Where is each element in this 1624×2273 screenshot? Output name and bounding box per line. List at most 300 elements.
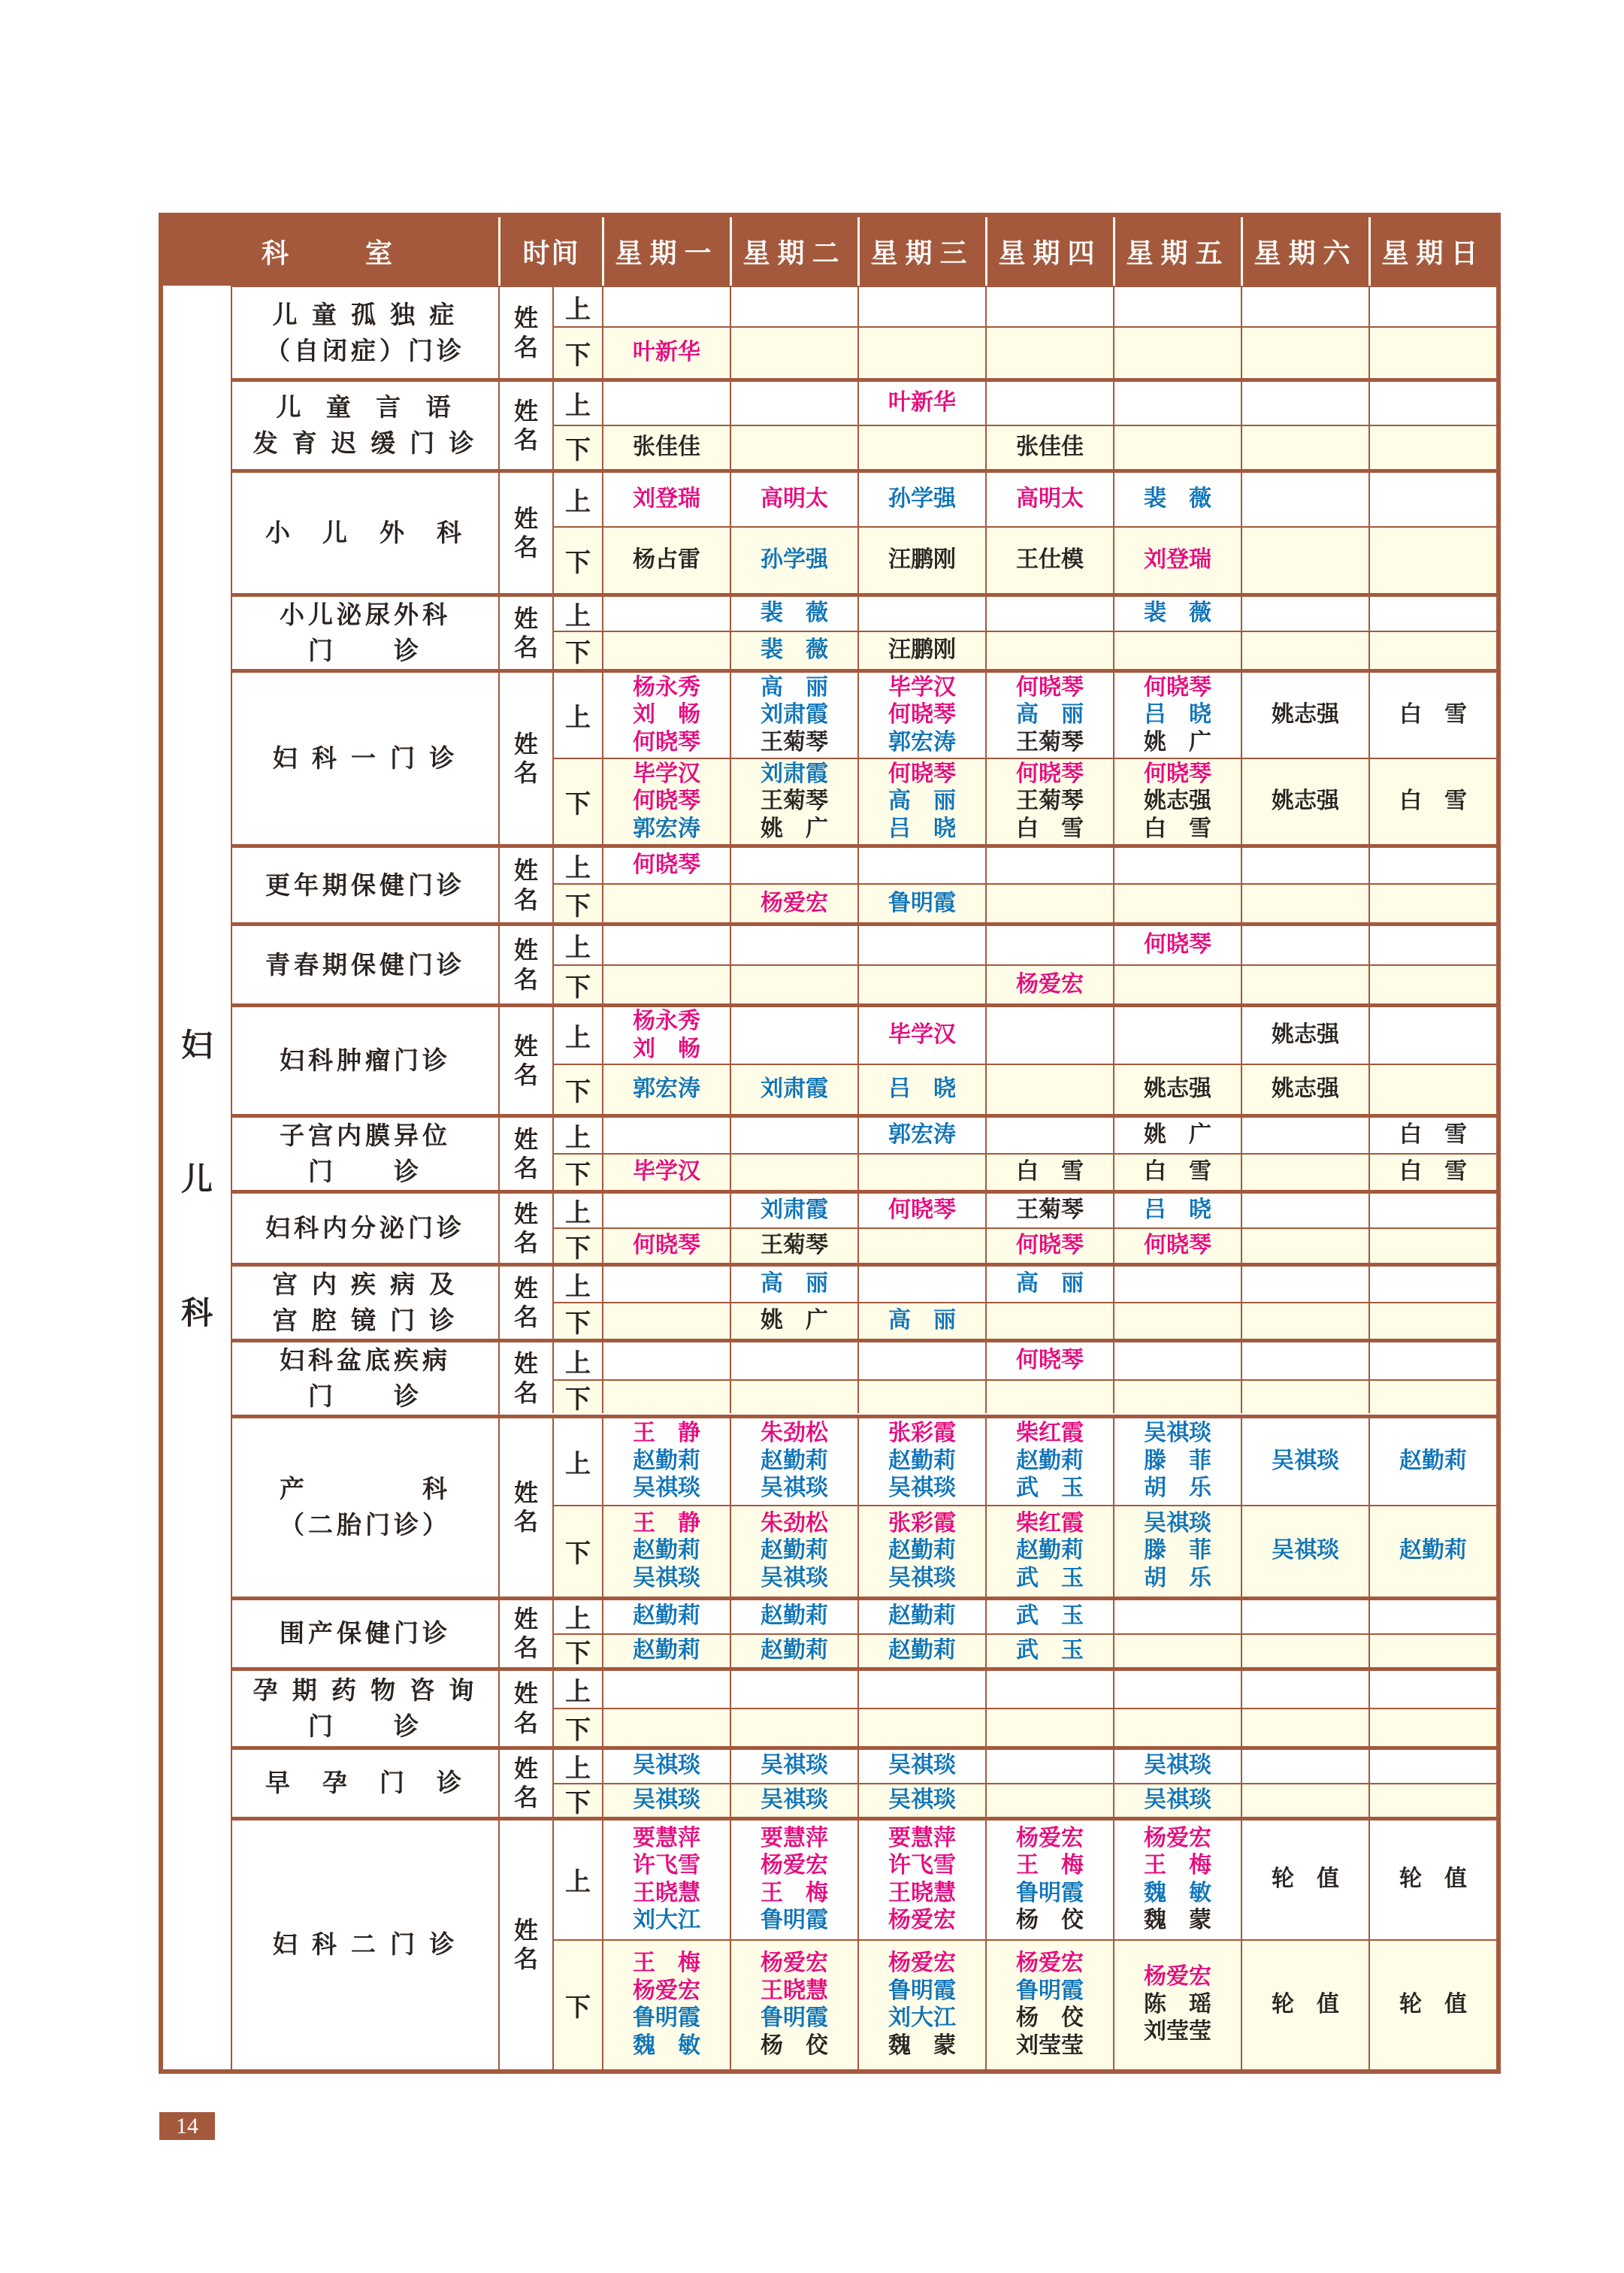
doctor-name: 武 玉 <box>1016 1475 1084 1501</box>
doctor-name: 白 雪 <box>1144 1159 1211 1185</box>
doctor-name: 王仕模 <box>1016 547 1084 573</box>
schedule-cell-am-day6 <box>1241 1007 1368 1064</box>
schedule-cell-pm-day6 <box>1241 1303 1368 1339</box>
schedule-cell-am-day4 <box>985 1342 1113 1379</box>
schedule-cell-pm-day7 <box>1368 1784 1496 1817</box>
doctor-name: 毕学汉 <box>633 761 700 786</box>
afternoon-row <box>552 1633 1496 1667</box>
schedule-cell-pm-day2 <box>730 1155 857 1190</box>
schedule-cell-am-day5 <box>1113 1007 1241 1064</box>
clinic-row <box>232 286 1496 378</box>
schedule-cell-pm-day4 <box>985 1635 1113 1667</box>
header-day-7: 星期日 <box>1368 217 1496 286</box>
doctor-name: 叶新华 <box>633 340 700 365</box>
doctor-name: 何晓琴 <box>888 761 956 786</box>
doctor-name: 王 梅 <box>1016 1853 1084 1878</box>
schedule-cell-pm-day6 <box>1241 1709 1368 1746</box>
doctor-name: 杨爱宏 <box>1016 971 1084 997</box>
doctor-name: 刘大江 <box>888 2005 956 2031</box>
schedule-cell-pm-day2 <box>730 1065 857 1114</box>
schedule-cell-pm-day5 <box>1113 1229 1241 1263</box>
clinic-name-line: 妇 科 二 门 诊 <box>272 1930 458 1959</box>
doctor-name: 赵勤莉 <box>888 1603 956 1629</box>
clinic-name <box>232 1118 498 1190</box>
schedule-cell-pm-day6 <box>1241 966 1368 1003</box>
table-header-row <box>163 217 1496 286</box>
schedule-cell-pm-day4 <box>985 632 1113 669</box>
schedule-cell-pm-day7 <box>1368 426 1496 469</box>
morning-label: 上 <box>552 1821 602 1939</box>
schedule-cell-am-day2 <box>730 473 857 526</box>
doctor-name: 滕 菲 <box>1144 1538 1211 1563</box>
schedule-cell-am-day6 <box>1241 1821 1368 1939</box>
schedule-cell-am-day5 <box>1113 1600 1241 1633</box>
doctor-name: 赵勤莉 <box>761 1538 828 1563</box>
schedule-cell-am-day3 <box>857 1418 985 1505</box>
doctor-name: 刘莹莹 <box>1016 2032 1084 2058</box>
doctor-name: 姚 广 <box>1144 1122 1211 1148</box>
doctor-name: 杨 佼 <box>761 2032 828 2058</box>
morning-label: 上 <box>552 1342 602 1379</box>
schedule-cell-am-day4 <box>985 1194 1113 1227</box>
schedule-cell-am-day5 <box>1113 1671 1241 1708</box>
schedule-cell-am-day7 <box>1368 1671 1496 1708</box>
name-label-char: 名 <box>513 965 538 993</box>
schedule-cell-am-day2 <box>730 287 857 326</box>
doctor-name: 柴红霞 <box>1016 1510 1084 1536</box>
schedule-cell-pm-day1 <box>602 1941 730 2069</box>
doctor-name: 白 雪 <box>1399 1159 1467 1185</box>
schedule-cell-pm-day4 <box>985 1784 1113 1817</box>
doctor-name: 孙学强 <box>761 547 828 573</box>
morning-row <box>552 1821 1496 1939</box>
afternoon-label: 下 <box>552 966 602 1003</box>
name-label-char: 姓 <box>513 1032 538 1060</box>
doctor-name: 郭宏涛 <box>888 1122 956 1148</box>
name-label-char: 名 <box>513 759 538 786</box>
doctor-name: 白 雪 <box>1016 1159 1084 1185</box>
morning-row <box>552 1007 1496 1064</box>
doctor-name: 王菊琴 <box>761 788 828 814</box>
doctor-name: 魏 敏 <box>1144 1880 1211 1905</box>
schedule-cell-pm-day1 <box>602 1065 730 1114</box>
schedule-cell-am-day2 <box>730 926 857 964</box>
schedule-cell-pm-day7 <box>1368 1303 1496 1339</box>
name-label <box>498 473 552 593</box>
name-label-char: 姓 <box>513 1350 538 1378</box>
schedule-cell-am-day6 <box>1241 673 1368 758</box>
schedule-cell-am-day3 <box>857 1007 985 1064</box>
schedule-cell-am-day4 <box>985 926 1113 964</box>
doctor-name: 刘肃霞 <box>761 702 828 728</box>
name-label <box>498 848 552 922</box>
clinic-row <box>232 1114 1496 1190</box>
schedule-cell-pm-day7 <box>1368 328 1496 378</box>
doctor-name: 裴 薇 <box>761 637 828 663</box>
schedule-cell-pm-day3 <box>857 966 985 1003</box>
doctor-name: 鲁明霞 <box>761 2005 828 2031</box>
schedule-cell-am-day1 <box>602 1750 730 1783</box>
afternoon-label: 下 <box>552 1065 602 1114</box>
doctor-name: 杨爱宏 <box>1144 1825 1211 1851</box>
schedule-cell-am-day3 <box>857 382 985 425</box>
schedule-cell-am-day5 <box>1113 1267 1241 1302</box>
doctor-name: 吴祺琰 <box>888 1753 956 1778</box>
schedule-cell-am-day6 <box>1241 926 1368 964</box>
shift-halves <box>552 1342 1496 1415</box>
doctor-name: 吕 晓 <box>1144 702 1211 728</box>
doctor-name: 杨爱宏 <box>888 1951 956 1975</box>
afternoon-label: 下 <box>552 328 602 378</box>
schedule-cell-am-day2 <box>730 597 857 631</box>
schedule-cell-pm-day3 <box>857 1229 985 1263</box>
doctor-name: 杨 佼 <box>1016 1908 1084 1933</box>
schedule-cell-pm-day2 <box>730 759 857 844</box>
schedule-cell-am-day3 <box>857 848 985 883</box>
clinic-name-line: 妇科盆底疾病 <box>280 1346 451 1374</box>
clinic-row <box>232 1190 1496 1263</box>
schedule-cell-am-day5 <box>1113 1750 1241 1783</box>
doctor-name: 何晓琴 <box>633 1233 700 1258</box>
schedule-cell-am-day6 <box>1241 848 1368 883</box>
afternoon-label: 下 <box>552 426 602 469</box>
schedule-cell-pm-day1 <box>602 966 730 1003</box>
schedule-cell-pm-day6 <box>1241 1784 1368 1817</box>
schedule-cell-am-day7 <box>1368 1418 1496 1505</box>
doctor-name: 轮 值 <box>1399 1991 1467 2017</box>
schedule-cell-pm-day7 <box>1368 1229 1496 1263</box>
header-day-3: 星期三 <box>857 217 985 286</box>
clinic-row <box>232 669 1496 844</box>
schedule-cell-pm-day1 <box>602 328 730 378</box>
schedule-cell-am-day1 <box>602 1342 730 1379</box>
schedule-cell-pm-day3 <box>857 1709 985 1746</box>
schedule-cell-pm-day3 <box>857 1065 985 1114</box>
doctor-name: 赵勤莉 <box>888 1448 956 1473</box>
schedule-cell-am-day4 <box>985 597 1113 631</box>
schedule-cell-pm-day4 <box>985 1065 1113 1114</box>
doctor-name: 轮 值 <box>1272 1866 1339 1892</box>
afternoon-row <box>552 1379 1496 1413</box>
schedule-cell-pm-day1 <box>602 1635 730 1667</box>
clinic-row <box>232 922 1496 1003</box>
schedule-cell-pm-day7 <box>1368 632 1496 669</box>
schedule-cell-am-day1 <box>602 926 730 964</box>
schedule-cell-am-day5 <box>1113 673 1241 758</box>
clinic-name <box>232 1600 498 1667</box>
schedule-cell-am-day6 <box>1241 1118 1368 1153</box>
schedule-cell-pm-day6 <box>1241 328 1368 378</box>
doctor-name: 白 雪 <box>1144 816 1211 841</box>
afternoon-row <box>552 1302 1496 1339</box>
clinic-row <box>232 1667 1496 1746</box>
name-label-char: 姓 <box>513 1754 538 1782</box>
name-label <box>498 1418 552 1597</box>
schedule-cell-pm-day4 <box>985 759 1113 844</box>
schedule-cell-pm-day7 <box>1368 759 1496 844</box>
doctor-name: 杨永秀 <box>633 674 700 700</box>
schedule-cell-am-day6 <box>1241 1750 1368 1783</box>
schedule-cell-am-day5 <box>1113 473 1241 526</box>
doctor-name: 白 雪 <box>1399 1122 1467 1148</box>
schedule-cell-am-day7 <box>1368 1194 1496 1227</box>
morning-row <box>552 473 1496 526</box>
doctor-name: 赵勤莉 <box>633 1637 700 1663</box>
doctor-name: 张彩霞 <box>888 1510 956 1536</box>
afternoon-row <box>552 883 1496 922</box>
doctor-name: 何晓琴 <box>888 702 956 728</box>
schedule-cell-pm-day5 <box>1113 759 1241 844</box>
clinic-name-line: 小 儿 外 科 <box>265 519 465 547</box>
clinic-name <box>232 597 498 669</box>
schedule-cell-am-day1 <box>602 597 730 631</box>
doctor-name: 高明太 <box>761 486 828 512</box>
doctor-name: 刘莹莹 <box>1144 2019 1211 2044</box>
afternoon-row <box>552 526 1496 593</box>
schedule-cell-am-day1 <box>602 1118 730 1153</box>
morning-row <box>552 1267 1496 1302</box>
schedule-cell-pm-day4 <box>985 1506 1113 1597</box>
schedule-cell-pm-day1 <box>602 1709 730 1746</box>
schedule-cell-pm-day1 <box>602 1303 730 1339</box>
name-label-char: 名 <box>513 1379 538 1406</box>
schedule-table <box>159 213 1501 2074</box>
schedule-cell-pm-day1 <box>602 528 730 593</box>
schedule-cell-am-day1 <box>602 1671 730 1708</box>
shift-halves <box>552 926 1496 1003</box>
morning-label: 上 <box>552 1418 602 1505</box>
schedule-cell-pm-day3 <box>857 1506 985 1597</box>
schedule-cell-am-day7 <box>1368 597 1496 631</box>
schedule-cell-pm-day1 <box>602 1155 730 1190</box>
doctor-name: 王菊琴 <box>1016 788 1084 814</box>
schedule-cell-am-day7 <box>1368 1821 1496 1939</box>
name-label <box>498 1118 552 1190</box>
doctor-name: 吴祺琰 <box>633 1475 700 1501</box>
clinic-name <box>232 1342 498 1415</box>
schedule-cell-am-day7 <box>1368 848 1496 883</box>
schedule-cell-am-day4 <box>985 287 1113 326</box>
clinic-name <box>232 382 498 469</box>
department-group-char: 儿 <box>180 1161 213 1197</box>
morning-label: 上 <box>552 1194 602 1227</box>
doctor-name: 吴祺琰 <box>761 1753 828 1778</box>
shift-halves <box>552 1194 1496 1263</box>
schedule-cell-am-day5 <box>1113 1342 1241 1379</box>
doctor-name: 姚志强 <box>1272 1076 1339 1102</box>
doctor-name: 滕 菲 <box>1144 1448 1211 1473</box>
schedule-cell-pm-day1 <box>602 1381 730 1413</box>
afternoon-label: 下 <box>552 1635 602 1667</box>
schedule-cell-pm-day7 <box>1368 1635 1496 1667</box>
schedule-cell-pm-day5 <box>1113 1155 1241 1190</box>
schedule-cell-pm-day3 <box>857 885 985 922</box>
schedule-cell-am-day7 <box>1368 1750 1496 1783</box>
clinic-name <box>232 473 498 593</box>
schedule-cell-pm-day2 <box>730 966 857 1003</box>
schedule-cell-am-day7 <box>1368 1118 1496 1153</box>
schedule-cell-pm-day5 <box>1113 1381 1241 1413</box>
doctor-name: 吴祺琰 <box>761 1565 828 1590</box>
schedule-cell-pm-day2 <box>730 1941 857 2069</box>
schedule-cell-am-day7 <box>1368 1342 1496 1379</box>
afternoon-label: 下 <box>552 1506 602 1597</box>
doctor-name: 白 雪 <box>1016 816 1084 841</box>
doctor-name: 王晓慧 <box>633 1880 700 1905</box>
name-label <box>498 1821 552 2069</box>
morning-row <box>552 1750 1496 1783</box>
schedule-cell-pm-day3 <box>857 1381 985 1413</box>
schedule-cell-pm-day2 <box>730 328 857 378</box>
doctor-name: 何晓琴 <box>888 1197 956 1223</box>
doctor-name: 何晓琴 <box>1016 1233 1084 1258</box>
doctor-name: 刘登瑞 <box>1144 547 1211 573</box>
schedule-cell-am-day6 <box>1241 382 1368 425</box>
name-label-char: 姓 <box>513 857 538 885</box>
schedule-cell-am-day3 <box>857 1118 985 1153</box>
doctor-name: 何晓琴 <box>1016 674 1084 700</box>
doctor-name: 刘大江 <box>633 1908 700 1933</box>
schedule-cell-pm-day5 <box>1113 328 1241 378</box>
doctor-name: 吴祺琰 <box>633 1565 700 1590</box>
doctor-name: 王晓慧 <box>888 1880 956 1905</box>
afternoon-row <box>552 326 1496 378</box>
doctor-name: 高 丽 <box>1016 1271 1084 1297</box>
afternoon-row <box>552 425 1496 469</box>
schedule-cell-pm-day7 <box>1368 1506 1496 1597</box>
clinic-row <box>232 1817 1496 2069</box>
shift-halves <box>552 673 1496 844</box>
doctor-name: 姚 广 <box>761 1308 828 1333</box>
schedule-cell-pm-day7 <box>1368 1709 1496 1746</box>
schedule-cell-am-day4 <box>985 1267 1113 1302</box>
schedule-cell-pm-day6 <box>1241 1506 1368 1597</box>
morning-row <box>552 1671 1496 1708</box>
shift-halves <box>552 382 1496 469</box>
doctor-name: 高 丽 <box>888 1308 956 1333</box>
clinic-name <box>232 1671 498 1746</box>
doctor-name: 鲁明霞 <box>633 2005 700 2031</box>
department-group-label <box>163 286 232 2069</box>
schedule-cell-am-day1 <box>602 1821 730 1939</box>
afternoon-label: 下 <box>552 1784 602 1817</box>
doctor-name: 吴祺琰 <box>888 1787 956 1812</box>
header-time-column: 时间 <box>498 217 602 286</box>
department-group-char: 科 <box>180 1295 213 1331</box>
doctor-name: 刘肃霞 <box>761 1197 828 1223</box>
schedule-cell-am-day2 <box>730 1342 857 1379</box>
doctor-name: 王菊琴 <box>761 729 828 755</box>
doctor-name: 胡 乐 <box>1144 1565 1211 1590</box>
schedule-cell-pm-day6 <box>1241 1941 1368 2069</box>
schedule-cell-am-day2 <box>730 382 857 425</box>
doctor-name: 叶新华 <box>888 390 956 416</box>
doctor-name: 赵勤莉 <box>761 1448 828 1473</box>
morning-label: 上 <box>552 287 602 326</box>
schedule-cell-pm-day4 <box>985 885 1113 922</box>
doctor-name: 何晓琴 <box>1144 761 1211 786</box>
clinic-name-line: 门 诊 <box>308 637 422 664</box>
doctor-name: 高 丽 <box>761 674 828 700</box>
schedule-cell-pm-day2 <box>730 885 857 922</box>
header-dept-column: 科 室 <box>261 238 400 268</box>
name-label <box>498 1750 552 1817</box>
schedule-cell-am-day4 <box>985 1821 1113 1939</box>
doctor-name: 赵勤莉 <box>1016 1448 1084 1473</box>
schedule-cell-pm-day5 <box>1113 426 1241 469</box>
schedule-cell-am-day1 <box>602 673 730 758</box>
name-label-char: 名 <box>513 1303 538 1330</box>
schedule-cell-am-day3 <box>857 597 985 631</box>
schedule-cell-pm-day6 <box>1241 426 1368 469</box>
doctor-name: 吴祺琰 <box>761 1475 828 1501</box>
shift-halves <box>552 1267 1496 1339</box>
doctor-name: 要慧萍 <box>761 1825 828 1851</box>
schedule-cell-am-day2 <box>730 1750 857 1783</box>
afternoon-row <box>552 1783 1496 1817</box>
header-day-2: 星期二 <box>730 217 857 286</box>
clinic-name-line: 妇科肿瘤门诊 <box>280 1046 451 1075</box>
schedule-cell-am-day5 <box>1113 597 1241 631</box>
doctor-name: 杨爱宏 <box>1016 1825 1084 1851</box>
shift-halves <box>552 1007 1496 1114</box>
schedule-cell-pm-day2 <box>730 1784 857 1817</box>
schedule-cell-am-day6 <box>1241 1194 1368 1227</box>
schedule-cell-pm-day6 <box>1241 632 1368 669</box>
name-label-char: 名 <box>513 1229 538 1256</box>
clinic-name <box>232 848 498 922</box>
name-label <box>498 597 552 669</box>
schedule-cell-pm-day5 <box>1113 1303 1241 1339</box>
afternoon-label: 下 <box>552 1941 602 2069</box>
clinic-name-line: 妇 科 一 门 诊 <box>272 744 458 773</box>
clinic-row <box>232 1263 1496 1339</box>
schedule-cell-pm-day3 <box>857 1784 985 1817</box>
name-label <box>498 287 552 378</box>
doctor-name: 鲁明霞 <box>1016 1978 1084 2003</box>
doctor-name: 姚 广 <box>1144 729 1211 755</box>
schedule-cell-pm-day4 <box>985 528 1113 593</box>
doctor-name: 武 玉 <box>1016 1603 1084 1629</box>
morning-label: 上 <box>552 1118 602 1153</box>
schedule-cell-am-day5 <box>1113 1118 1241 1153</box>
schedule-cell-pm-day6 <box>1241 1381 1368 1413</box>
afternoon-row <box>552 1939 1496 2069</box>
clinic-row <box>232 1003 1496 1114</box>
schedule-cell-pm-day2 <box>730 632 857 669</box>
doctor-name: 赵勤莉 <box>633 1538 700 1563</box>
schedule-cell-pm-day4 <box>985 1941 1113 2069</box>
schedule-cell-am-day1 <box>602 1007 730 1064</box>
morning-row <box>552 1118 1496 1153</box>
morning-label: 上 <box>552 1600 602 1633</box>
schedule-cell-pm-day3 <box>857 759 985 844</box>
schedule-cell-am-day5 <box>1113 926 1241 964</box>
doctor-name: 鲁明霞 <box>888 890 956 916</box>
schedule-cell-pm-day1 <box>602 426 730 469</box>
clinic-row <box>232 1746 1496 1817</box>
schedule-cell-am-day4 <box>985 473 1113 526</box>
name-label-char: 名 <box>513 1634 538 1662</box>
clinic-name-line: 门 诊 <box>308 1382 422 1410</box>
schedule-cell-am-day1 <box>602 1418 730 1505</box>
table-body <box>163 286 1496 2069</box>
doctor-name: 高明太 <box>1016 486 1084 512</box>
schedule-cell-am-day1 <box>602 382 730 425</box>
clinic-name-line: 儿 童 孤 独 症 <box>272 300 458 328</box>
schedule-cell-pm-day7 <box>1368 1941 1496 2069</box>
schedule-cell-am-day5 <box>1113 848 1241 883</box>
